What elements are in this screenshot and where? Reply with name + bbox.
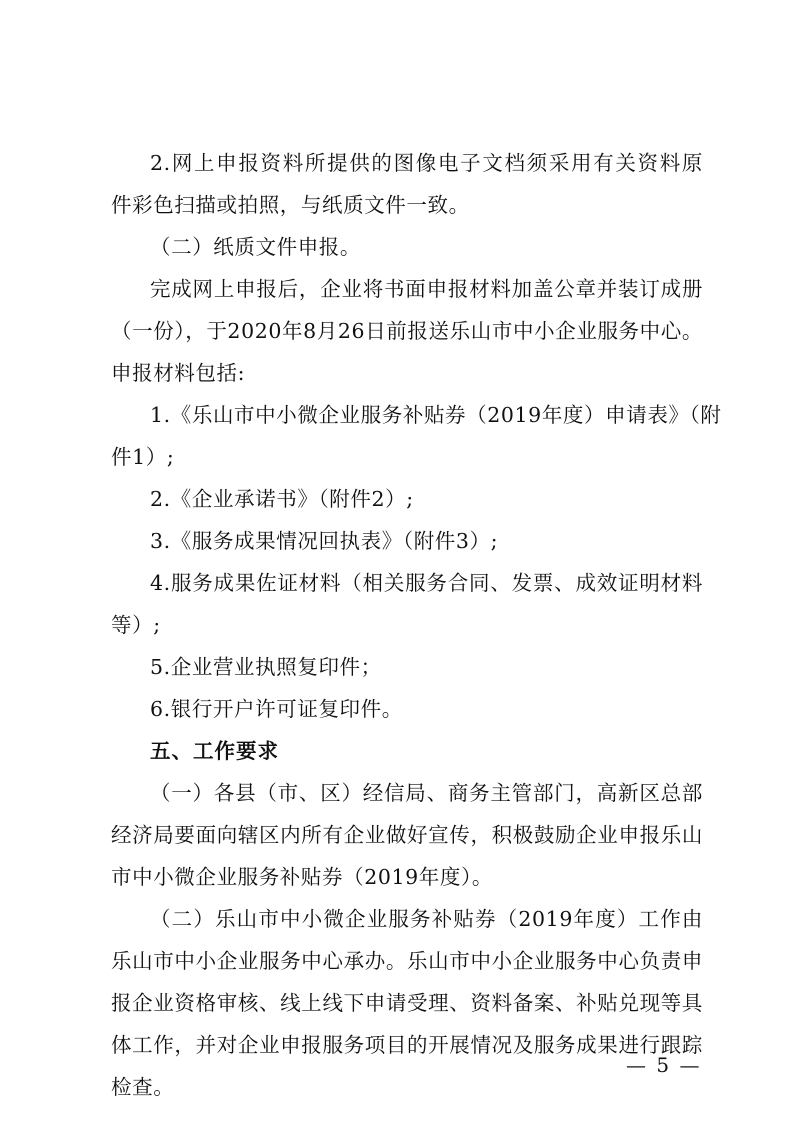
list-item-3: 3.《服务成果情况回执表》（附件3）;	[150, 529, 499, 553]
paragraph-line-16: （一）各县（市、区）经信局、商务主管部门，高新区总部	[150, 781, 703, 805]
list-item-4-cont: 等）;	[111, 613, 161, 637]
list-item-4: 4.服务成果佐证材料（相关服务合同、发票、成效证明材料	[150, 571, 703, 595]
section-heading-requirements: 五、工作要求	[150, 739, 279, 763]
list-item-2: 2.《企业承诺书》（附件2）;	[150, 487, 414, 511]
paragraph-line-18: 市中小微企业服务补贴券（2019年度）。	[111, 865, 493, 889]
paragraph-line-2: 件彩色扫描或拍照，与纸质文件一致。	[111, 193, 470, 217]
list-item-1-cont: 件1）;	[111, 445, 175, 469]
section-subheading-paper: （二）纸质文件申报。	[150, 235, 361, 259]
paragraph-line-21: 报企业资格审核、线上线下申请受理、资料备案、补贴兑现等具	[111, 991, 703, 1015]
paragraph-line-20: 乐山市中小企业服务中心承办。乐山市中小企业服务中心负责申	[111, 949, 703, 973]
list-item-6: 6.银行开户许可证复印件。	[150, 697, 403, 721]
paragraph-line-6: 申报材料包括:	[111, 361, 246, 385]
list-item-5: 5.企业营业执照复印件；	[150, 655, 382, 679]
paragraph-line-19: （二）乐山市中小微企业服务补贴券（2019年度）工作由	[150, 907, 703, 931]
paragraph-line-17: 经济局要面向辖区内所有企业做好宣传，积极鼓励企业申报乐山	[111, 823, 703, 847]
paragraph-line-23: 检查。	[111, 1075, 175, 1099]
paragraph-line-5: （一份），于2020年8月26日前报送乐山市中小企业服务中心。	[111, 319, 703, 343]
paragraph-line-1: 2.网上申报资料所提供的图像电子文档须采用有关资料原	[150, 151, 703, 175]
page-number: — 5 —	[626, 1053, 702, 1077]
list-item-1: 1.《乐山市中小微企业服务补贴券（2019年度）申请表》（附	[150, 403, 722, 427]
paragraph-line-4: 完成网上申报后，企业将书面申报材料加盖公章并装订成册	[150, 277, 703, 301]
paragraph-line-22: 体工作，并对企业申报服务项目的开展情况及服务成果进行跟踪	[111, 1033, 703, 1057]
